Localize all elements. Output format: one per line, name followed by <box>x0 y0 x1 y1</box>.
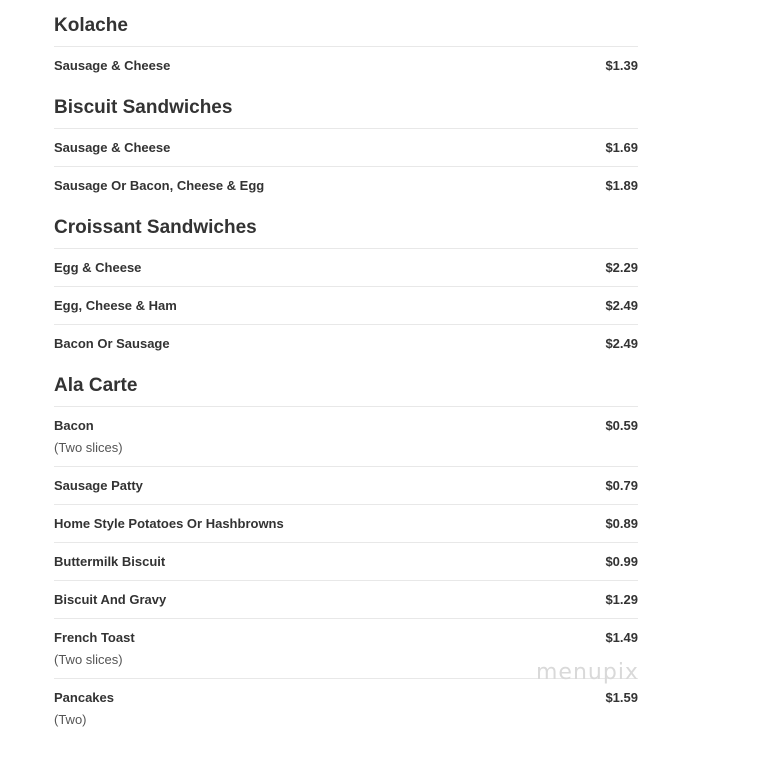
item-price: $0.79 <box>605 478 638 493</box>
item-description: (Two slices) <box>54 652 123 667</box>
section-title: Croissant Sandwiches <box>54 216 638 249</box>
item-name: Egg & Cheese <box>54 260 142 275</box>
menu <box>54 0 638 750</box>
menu-item <box>54 167 638 204</box>
menu-item <box>54 129 638 167</box>
menu-item <box>54 249 638 287</box>
item-price: $0.89 <box>605 516 638 531</box>
item-name: French Toast <box>54 630 135 645</box>
menu-section-biscuit-sandwiches <box>54 96 638 204</box>
menu-item <box>54 407 638 467</box>
item-price: $0.59 <box>605 418 638 433</box>
menu-item <box>54 581 638 619</box>
menu-item <box>54 287 638 325</box>
menu-item <box>54 47 638 84</box>
item-name: Buttermilk Biscuit <box>54 554 166 569</box>
item-price: $1.89 <box>605 178 638 193</box>
menupix-watermark: menupix <box>536 660 639 685</box>
item-price: $2.49 <box>605 298 638 313</box>
section-title: Kolache <box>54 14 638 47</box>
item-name: Sausage Patty <box>54 478 143 493</box>
menu-item <box>54 325 638 362</box>
item-price: $1.49 <box>605 630 638 645</box>
item-price: $1.69 <box>605 140 638 155</box>
item-price: $2.29 <box>605 260 638 275</box>
item-price: $2.49 <box>605 336 638 351</box>
item-name: Sausage & Cheese <box>54 140 171 155</box>
item-name: Bacon <box>54 418 94 433</box>
item-name: Sausage Or Bacon, Cheese & Egg <box>54 178 265 193</box>
item-price: $1.39 <box>605 58 638 73</box>
item-price: $1.29 <box>605 592 638 607</box>
menu-section-kolache <box>54 0 638 84</box>
item-description: (Two slices) <box>54 440 123 455</box>
item-name: Bacon Or Sausage <box>54 336 170 351</box>
menu-item <box>54 543 638 581</box>
item-name: Pancakes <box>54 690 114 705</box>
menu-item <box>54 467 638 505</box>
item-price: $0.99 <box>605 554 638 569</box>
section-title: Biscuit Sandwiches <box>54 96 638 129</box>
section-title: Ala Carte <box>54 374 638 407</box>
menu-section-croissant-sandwiches <box>54 216 638 362</box>
item-name: Egg, Cheese & Ham <box>54 298 177 313</box>
item-name: Biscuit And Gravy <box>54 592 167 607</box>
menu-item <box>54 679 638 738</box>
item-name: Home Style Potatoes Or Hashbrowns <box>54 516 284 531</box>
menu-item <box>54 505 638 543</box>
item-description: (Two) <box>54 712 87 727</box>
item-name: Sausage & Cheese <box>54 58 171 73</box>
item-price: $1.59 <box>605 690 638 705</box>
